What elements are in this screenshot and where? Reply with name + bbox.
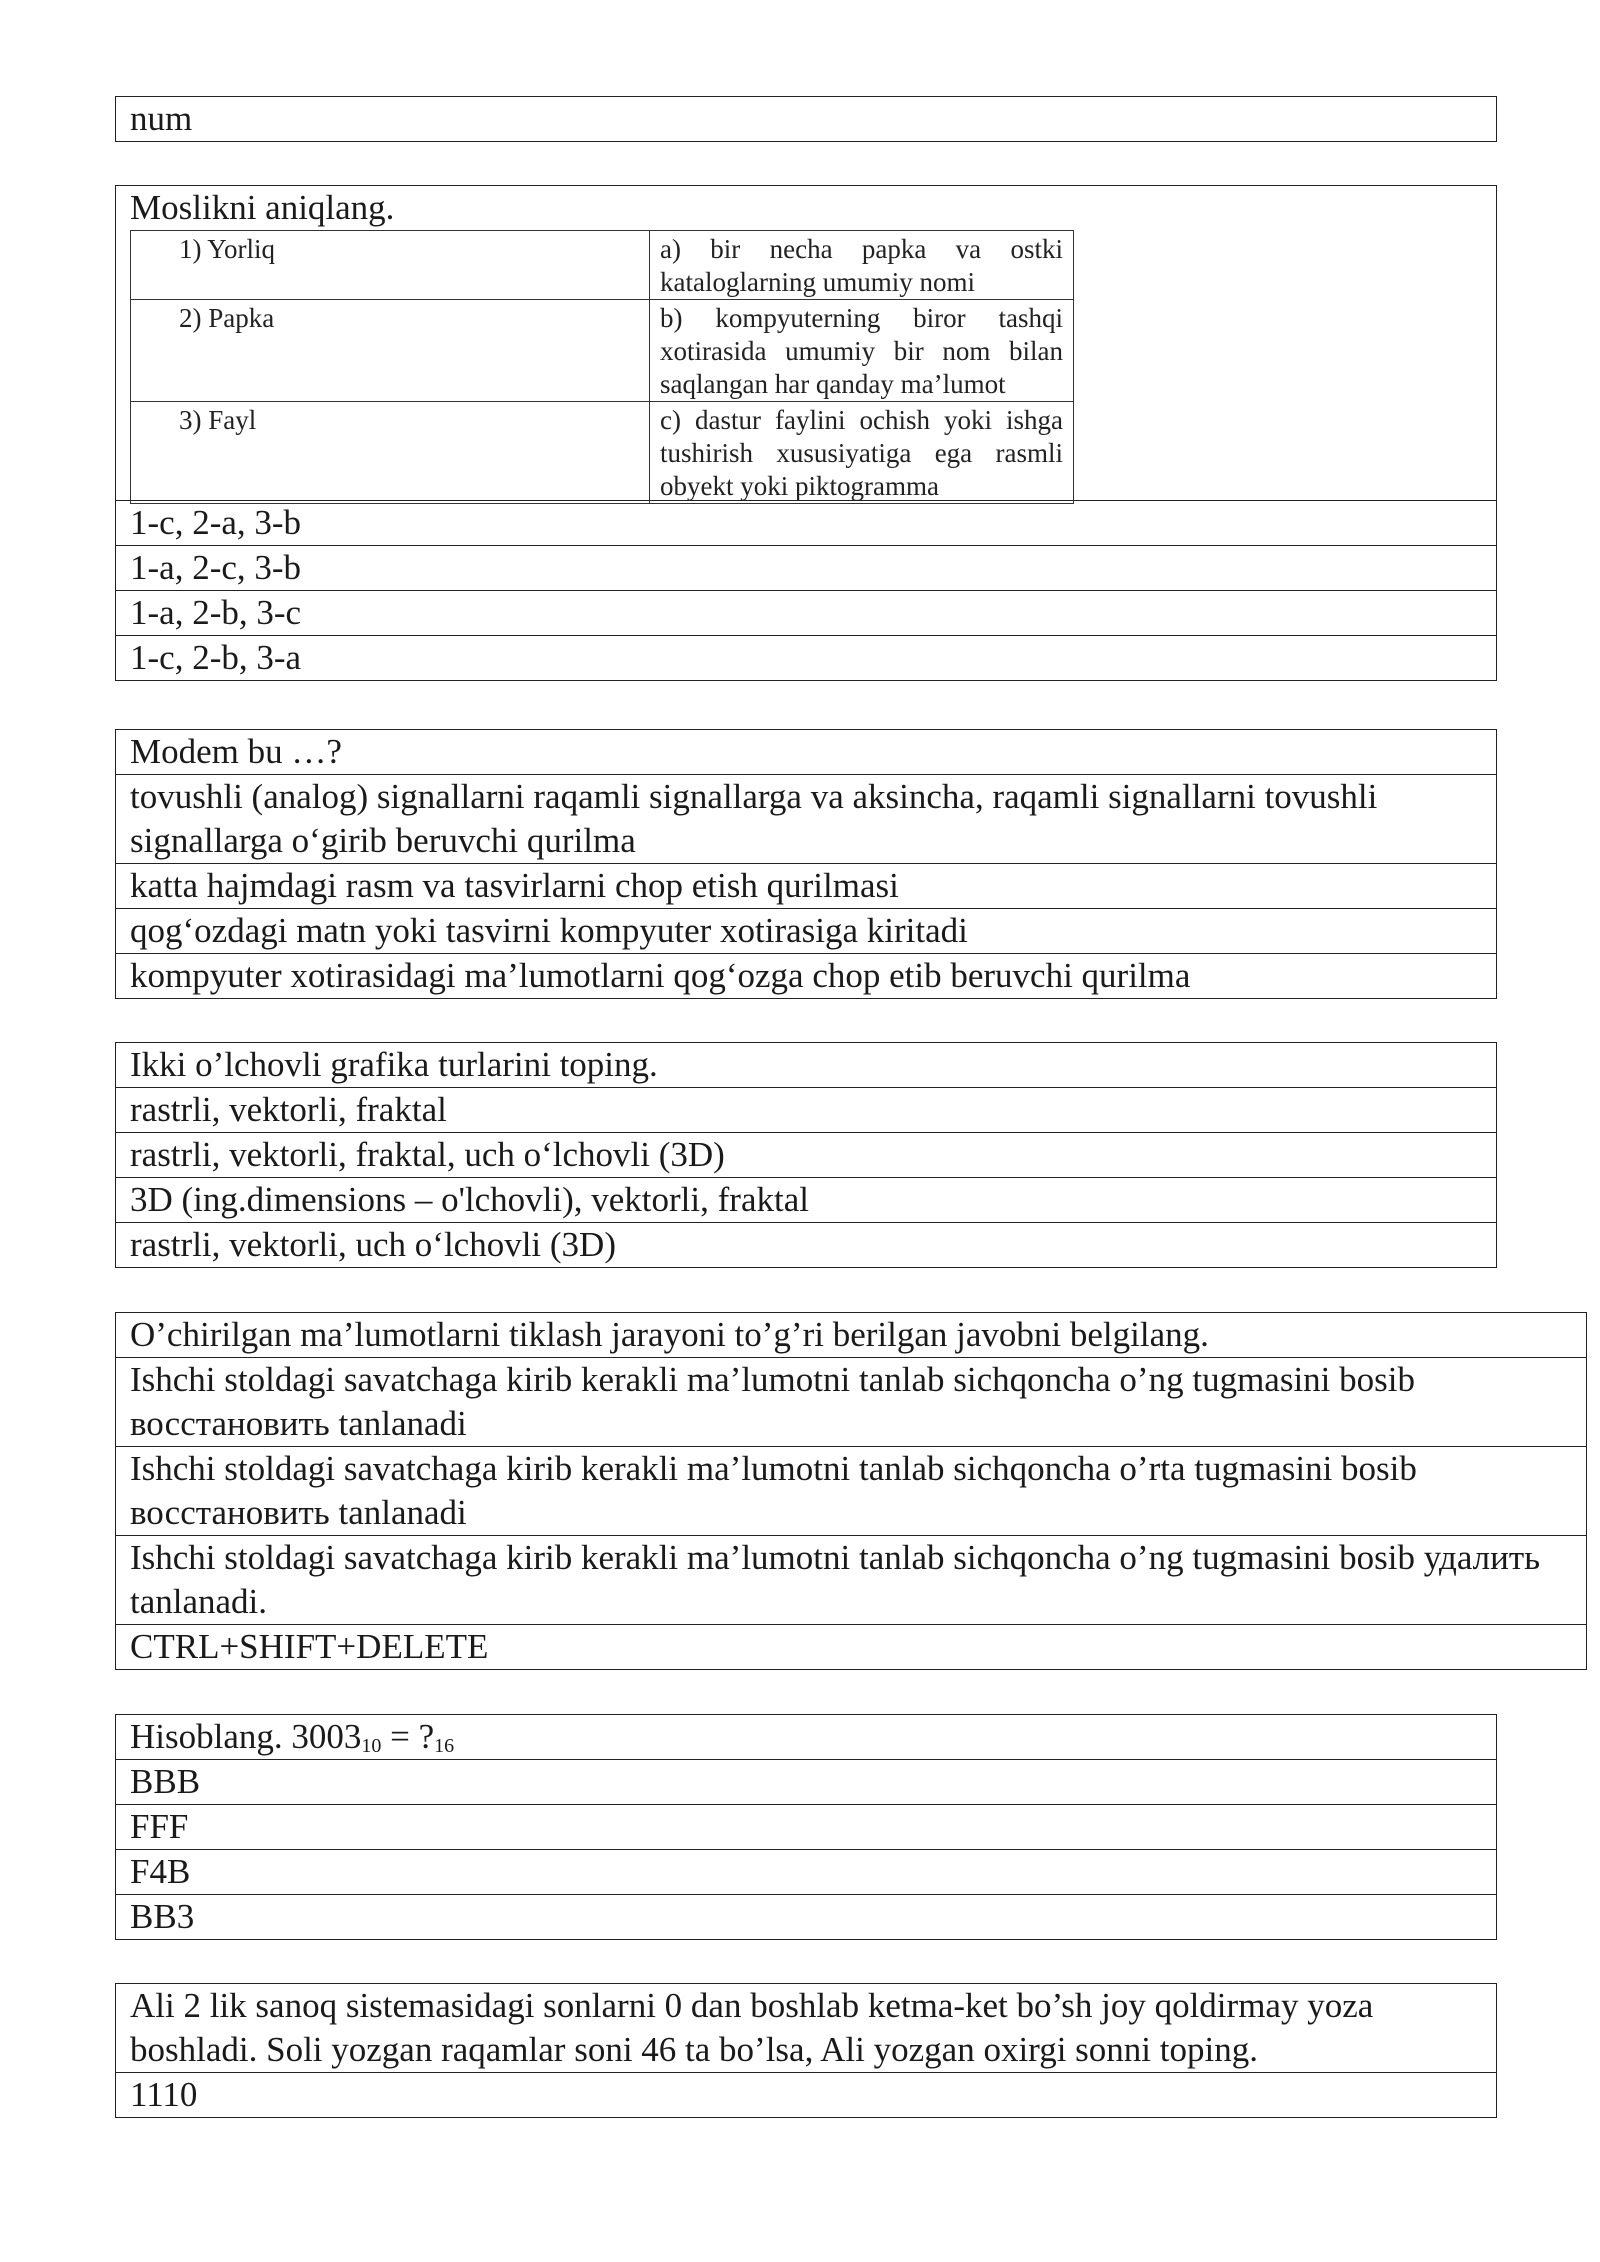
question-2-prompt-cell: [116, 186, 1497, 501]
base-from-subscript: 10: [361, 1735, 382, 1757]
question-6-title: [116, 1715, 1497, 1760]
question-7-option-1: 1110: [116, 2073, 1497, 2118]
question-2-option-4: 1-c, 2-b, 3-a: [116, 636, 1497, 681]
question-2-title: Moslikni aniqlang.: [130, 188, 395, 227]
question-2-option-2: 1-a, 2-c, 3-b: [116, 546, 1497, 591]
question-6-title-prefix: Hisoblang. 3003: [130, 1717, 362, 1756]
question-4-option-2: rastrli, vektorli, fraktal, uch o‘lchovli (3D): [116, 1133, 1497, 1178]
question-4-option-1: rastrli, vektorli, fraktal: [116, 1088, 1497, 1133]
question-4-option-4: rastrli, vektorli, uch o‘lchovli (3D): [116, 1223, 1497, 1268]
question-5-option-3: Ishchi stoldagi savatchaga kirib kerakli ma’lumotni tanlab sichqoncha o’ng tugmasini bosib удалить tanlanadi.: [116, 1536, 1587, 1625]
question-7-table: [115, 1983, 1497, 2118]
base-to-subscript: 16: [434, 1735, 455, 1757]
question-2-table: [115, 185, 1497, 681]
question-3-option-3: qog‘ozdagi matn yoki tasvirni kompyuter xotirasiga kiritadi: [116, 909, 1497, 954]
question-4-title: Ikki o’lchovli grafika turlarini toping.: [116, 1043, 1497, 1088]
question-6-option-1: BBB: [116, 1760, 1497, 1805]
question-6-option-4: BB3: [116, 1895, 1497, 1940]
match-left-1: 1) Yorliq: [131, 231, 650, 300]
question-4-option-3: 3D (ing.dimensions – o'lchovli), vektorli, fraktal: [116, 1178, 1497, 1223]
question-5-option-4: CTRL+SHIFT+DELETE: [116, 1625, 1587, 1670]
question-3-option-4: kompyuter xotirasidagi ma’lumotlarni qog‘ozga chop etib beruvchi qurilma: [116, 954, 1497, 999]
question-3-table: [115, 729, 1497, 999]
question-5-table: [115, 1312, 1587, 1670]
question-3-option-2: katta hajmdagi rasm va tasvirlarni chop etish qurilmasi: [116, 864, 1497, 909]
question-6-table: [115, 1714, 1497, 1940]
question-2-option-1: 1-c, 2-a, 3-b: [116, 501, 1497, 546]
question-4-table: [115, 1042, 1497, 1268]
question-5-option-2: Ishchi stoldagi savatchaga kirib kerakli ma’lumotni tanlab sichqoncha o’rta tugmasini bosib восстановить tanlanadi: [116, 1447, 1587, 1536]
question-3-option-1: tovushli (analog) signallarni raqamli signallarga va aksincha, raqamli signallarni tovushli signallarga o‘girib beruvchi qurilma: [116, 775, 1497, 864]
question-1-text: num: [116, 97, 1497, 142]
question-5-option-1: Ishchi stoldagi savatchaga kirib kerakli ma’lumotni tanlab sichqoncha o’ng tugmasini bosib восстановить tanlanadi: [116, 1358, 1587, 1447]
match-left-2: 2) Papka: [131, 300, 650, 402]
question-2-option-3: 1-a, 2-b, 3-c: [116, 591, 1497, 636]
match-right-b: b) kompyuterning biror tashqi xotirasida umumiy bir nom bilan saqlangan har qanday ma’lumot: [650, 300, 1074, 402]
question-5-title: O’chirilgan ma’lumotlarni tiklash jarayoni to’g’ri berilgan javobni belgilang.: [116, 1313, 1587, 1358]
question-6-title-mid: = ?: [381, 1717, 435, 1756]
question-1-table: [115, 96, 1497, 142]
question-3-title: Modem bu …?: [116, 730, 1497, 775]
match-right-a: a) bir necha papka va ostki kataloglarning umumiy nomi: [650, 231, 1074, 300]
match-left-3: 3) Fayl: [131, 402, 650, 504]
match-right-c: c) dastur faylini ochish yoki ishga tushirish xususiyatiga ega rasmli obyekt yoki piktogramma: [650, 402, 1074, 504]
question-6-option-2: FFF: [116, 1805, 1497, 1850]
question-7-title: Ali 2 lik sanoq sistemasidagi sonlarni 0 dan boshlab ketma-ket bo’sh joy qoldirmay yoza boshladi. Soli yozgan raqamlar soni 46 ta bo’lsa, Ali yozgan oxirgi sonni toping.: [116, 1984, 1497, 2073]
question-6-option-3: F4B: [116, 1850, 1497, 1895]
matching-table: [130, 230, 1074, 504]
